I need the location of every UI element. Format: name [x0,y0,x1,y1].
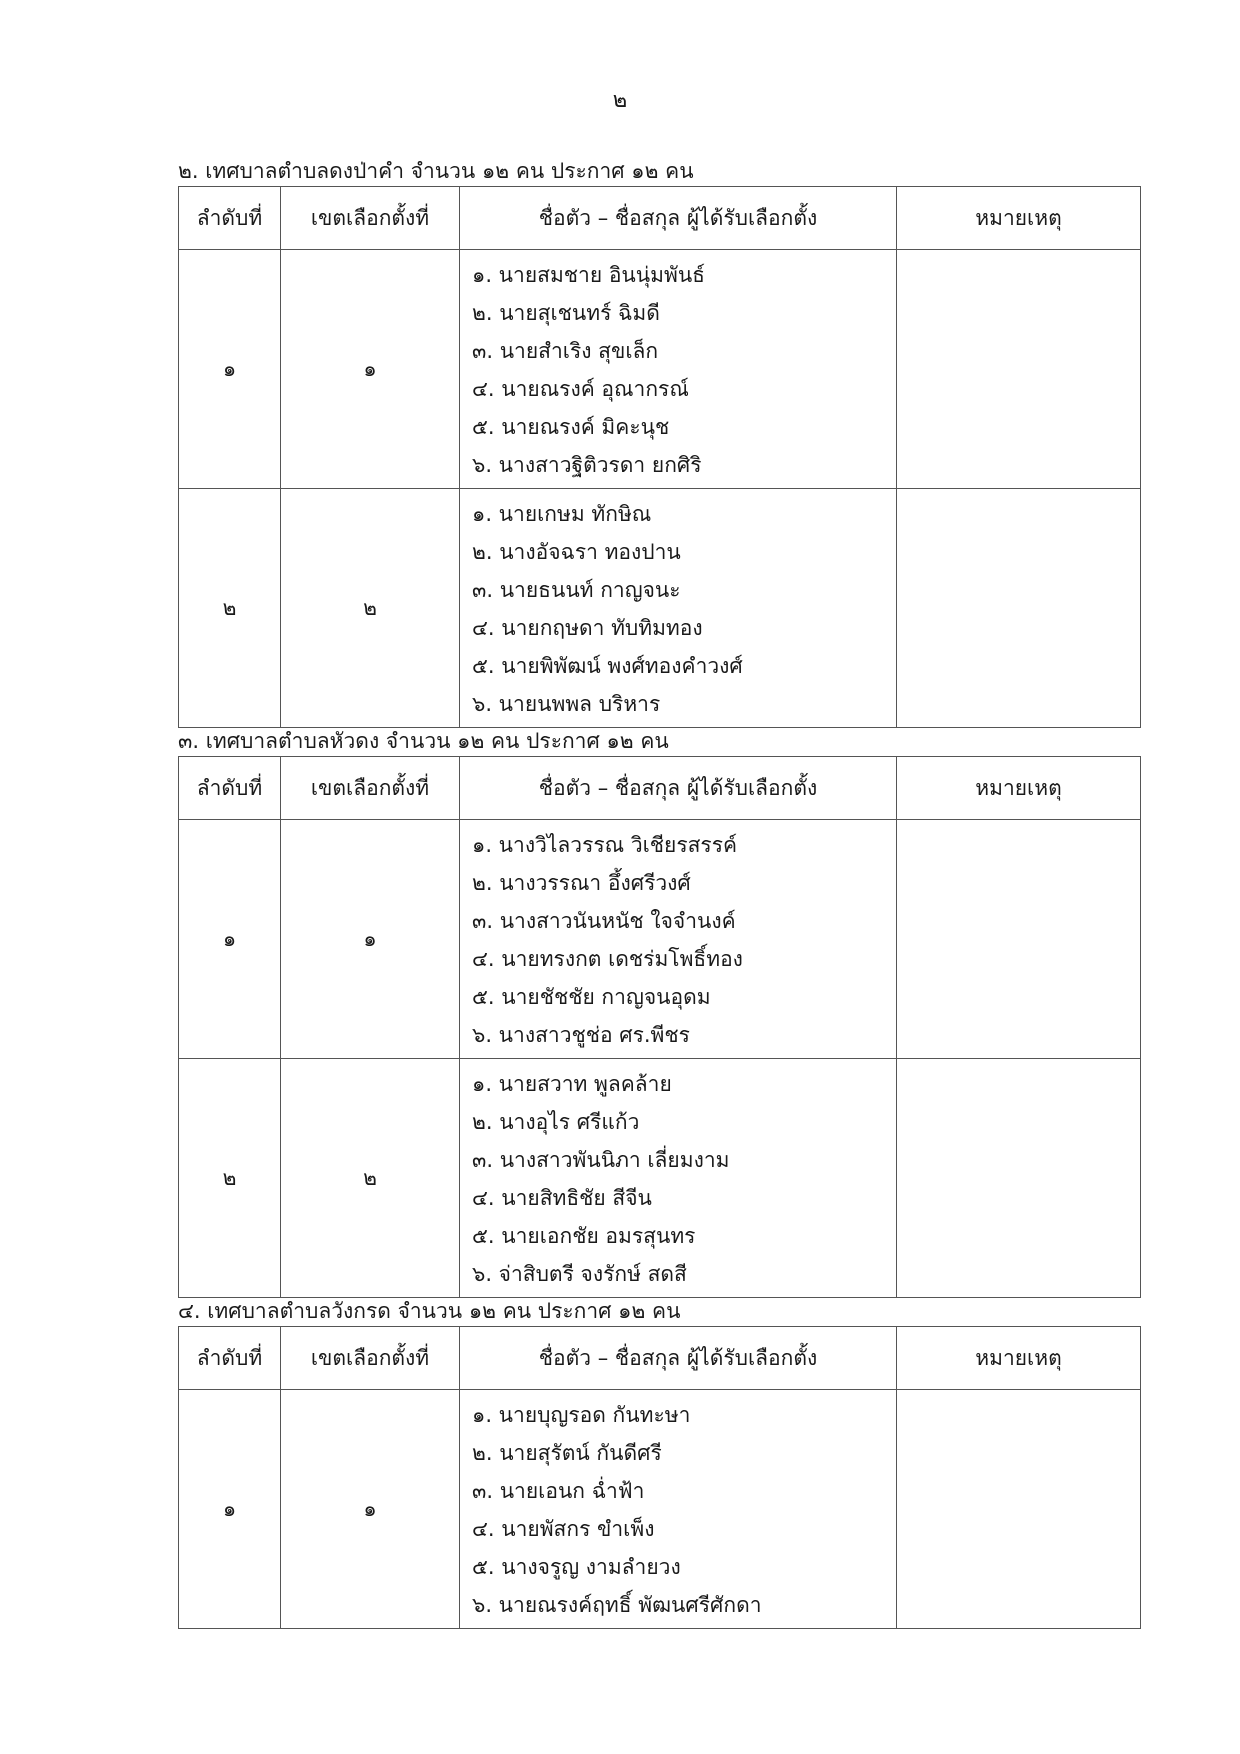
elected-name: ๔. นายสิทธิชัย สีจีน [472,1186,652,1210]
elected-name: ๖. นายนพพล บริหาร [472,692,661,716]
elected-name: ๔. นายพัสกร ขำเพ็ง [472,1517,655,1541]
remarks-cell [897,250,1141,489]
remarks-cell [897,489,1141,728]
elected-name: ๑. นางวิไลวรรณ วิเชียรสรรค์ [472,833,738,857]
order-cell: ๑ [179,820,281,1059]
district-cell: ๑ [281,820,460,1059]
district-cell: ๒ [281,489,460,728]
header-remarks: หมายเหตุ [897,187,1141,250]
elected-name: ๖. นางสาวชูช่อ ศร.พีชร [472,1023,690,1047]
elected-name: ๕. นายณรงค์ มิคะนุช [472,415,670,439]
header-district: เขตเลือกตั้งที่ [281,757,460,820]
names-cell [460,489,897,728]
elected-name: ๕. นายพิพัฒน์ พงศ์ทองคำวงศ์ [472,654,743,678]
results-table [178,186,1141,728]
remarks-cell [897,820,1141,1059]
elected-name: ๑. นายสมชาย อินนุ่มพันธ์ [472,263,705,287]
elected-name: ๕. นายเอกชัย อมรสุนทร [472,1224,696,1248]
elected-name: ๒. นางอัจฉรา ทองปาน [472,540,681,564]
district-cell: ๒ [281,1059,460,1298]
header-order: ลำดับที่ [179,757,281,820]
elected-name: ๔. นายกฤษดา ทับทิมทอง [472,616,703,640]
order-cell: ๒ [179,489,281,728]
elected-name: ๔. นายณรงค์ อุณากรณ์ [472,377,689,401]
header-row [179,1327,1141,1390]
elected-name: ๒. นายสุรัตน์ กันดีศรี [472,1441,662,1465]
elected-name: ๓. นายสำเริง สุขเล็ก [472,339,659,363]
header-remarks: หมายเหตุ [897,757,1141,820]
section-heading: ๓. เทศบาลตำบลหัวดง จำนวน ๑๒ คน ประกาศ ๑๒ คน [178,729,669,753]
section-dong-pa-kham [178,156,1140,728]
elected-name: ๔. นายทรงกต เดชร่มโพธิ์ทอง [472,947,743,971]
remarks-cell [897,1390,1141,1629]
order-cell: ๑ [179,1390,281,1629]
section-hua-dong [178,726,1140,1298]
names-cell [460,1059,897,1298]
table-row [179,820,1141,1059]
header-remarks: หมายเหตุ [897,1327,1141,1390]
district-cell: ๑ [281,1390,460,1629]
elected-name: ๓. นายเอนก ฉ่ำฟ้า [472,1479,645,1503]
header-names: ชื่อตัว – ชื่อสกุล ผู้ได้รับเลือกตั้ง [460,1327,897,1390]
header-order: ลำดับที่ [179,187,281,250]
elected-name: ๑. นายบุญรอด กันทะษา [472,1403,691,1427]
elected-name: ๑. นายสวาท พูลคล้าย [472,1072,672,1096]
names-cell [460,1390,897,1629]
table-row [179,489,1141,728]
header-district: เขตเลือกตั้งที่ [281,1327,460,1390]
elected-name: ๕. นางจรูญ งามลำยวง [472,1555,681,1579]
names-cell [460,250,897,489]
header-names: ชื่อตัว – ชื่อสกุล ผู้ได้รับเลือกตั้ง [460,757,897,820]
elected-name: ๓. นางสาวพันนิภา เลี่ยมงาม [472,1148,730,1172]
elected-name: ๒. นางอุไร ศรีแก้ว [472,1110,640,1134]
elected-name: ๑. นายเกษม ทักษิณ [472,502,652,526]
elected-name: ๖. จ่าสิบตรี จงรักษ์ สดสี [472,1262,687,1286]
elected-name: ๓. นางสาวนันหนัช ใจจำนงค์ [472,909,736,933]
order-cell: ๒ [179,1059,281,1298]
table-row [179,250,1141,489]
results-table [178,756,1141,1298]
elected-name: ๒. นางวรรณา อึ้งศรีวงศ์ [472,871,691,895]
header-order: ลำดับที่ [179,1327,281,1390]
header-row [179,187,1141,250]
section-heading: ๔. เทศบาลตำบลวังกรด จำนวน ๑๒ คน ประกาศ ๑๒ คน [178,1299,681,1323]
elected-name: ๖. นางสาวฐิติวรดา ยกศิริ [472,453,702,477]
remarks-cell [897,1059,1141,1298]
order-cell: ๑ [179,250,281,489]
elected-name: ๒. นายสุเชนทร์ ฉิมดี [472,301,660,325]
header-row [179,757,1141,820]
table-row [179,1059,1141,1298]
names-cell [460,820,897,1059]
elected-name: ๖. นายณรงค์ฤทธิ์ พัฒนศรีศักดา [472,1593,762,1617]
header-names: ชื่อตัว – ชื่อสกุล ผู้ได้รับเลือกตั้ง [460,187,897,250]
header-district: เขตเลือกตั้งที่ [281,187,460,250]
section-heading: ๒. เทศบาลตำบลดงป่าคำ จำนวน ๑๒ คน ประกาศ ๑๒ คน [178,159,694,183]
district-cell: ๑ [281,250,460,489]
elected-name: ๕. นายชัชชัย กาญจนอุดม [472,985,711,1009]
section-wang-krot [178,1296,1140,1629]
table-row [179,1390,1141,1629]
page-number: ๒ [612,88,628,113]
results-table [178,1326,1141,1629]
elected-name: ๓. นายธนนท์ กาญจนะ [472,578,681,602]
